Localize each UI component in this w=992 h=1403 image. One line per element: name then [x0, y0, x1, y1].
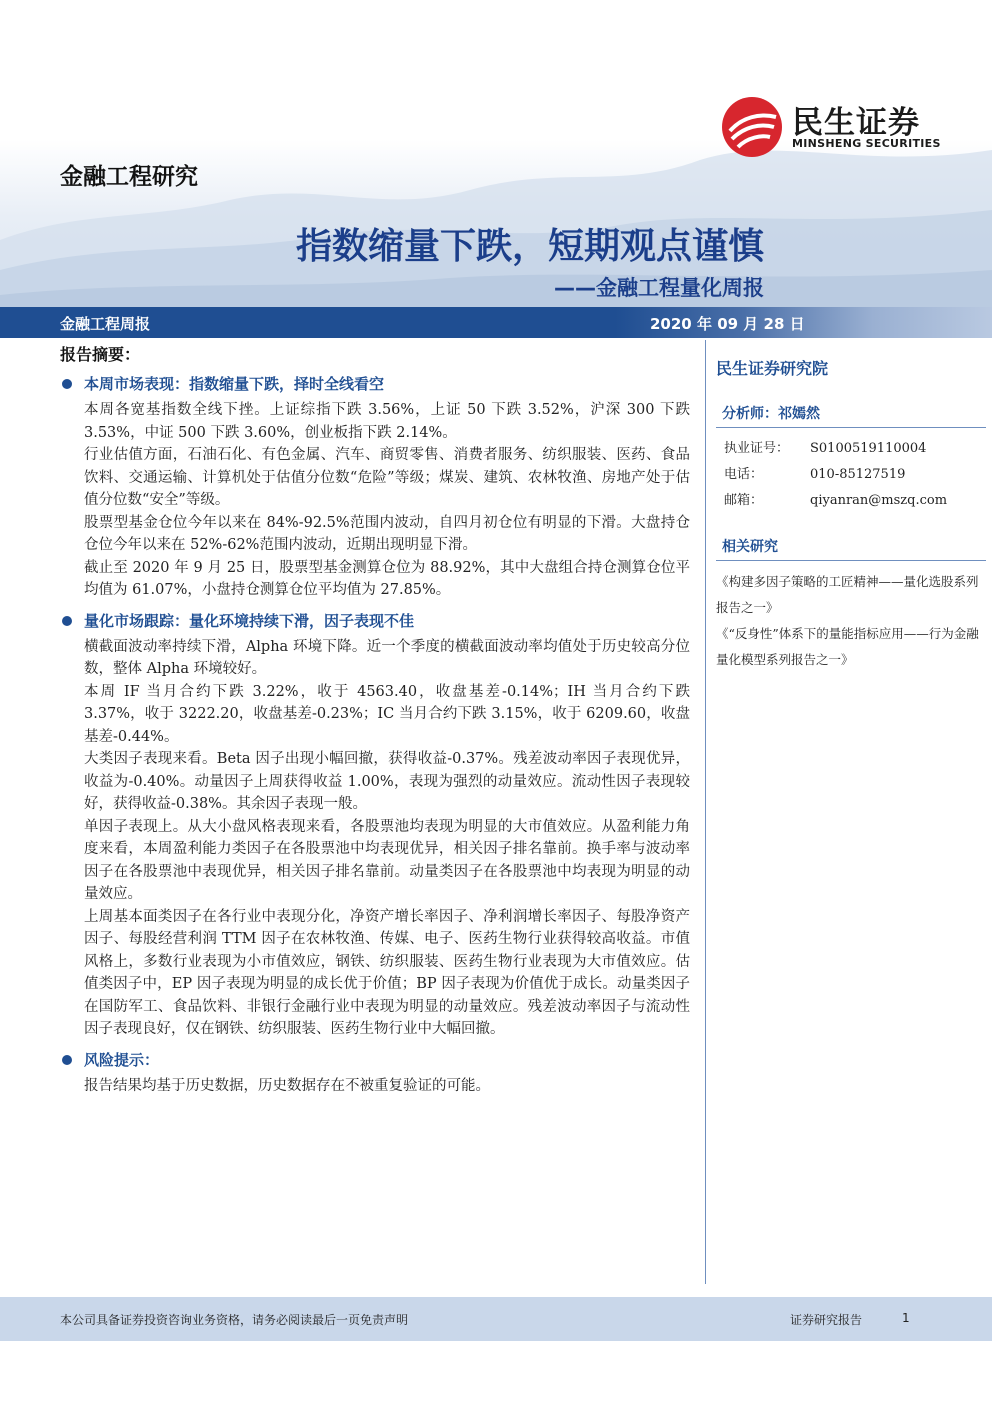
related-research-item[interactable]: 《“反身性”体系下的量能指标应用——行为金融量化模型系列报告之一》: [716, 626, 979, 667]
paragraph: 单因子表现上。从大小盘风格表现来看，各股票池均表现为明显的大市值效应。从盈利能力角度来看，本周盈利能力类因子在各股票池中均表现优异，相关因子排名靠前。换手率与波动率因子在各股票池中表现优异，相关因子排名靠前。动量类因子在各股票池中均表现为明显的动量效应。: [84, 818, 690, 902]
section-heading-text: 本周市场表现：指数缩量下跌，择时全线看空: [84, 375, 385, 393]
page-number: 1: [902, 1311, 910, 1325]
info-band: [0, 307, 992, 338]
bullet-icon: [62, 1055, 72, 1065]
paragraph: 本周各宽基指数全线下挫。上证综指下跌 3.56%，上证 50 下跌 3.52%，沪深 300 下跌 3.53%，中证 500 下跌 3.60%，创业板指下跌 2.14%。: [84, 402, 690, 441]
brand-name-en: MINSHENG SECURITIES: [792, 137, 941, 150]
paragraph: 股票型基金仓位今年以来在 84%-92.5%范围内波动，自四月初仓位有明显的下滑。大盘持仓仓位今年以来在 52%-62%范围内波动，近期出现明显下滑。: [84, 514, 690, 553]
contact-row: [716, 436, 986, 462]
section-heading-text: 风险提示：: [84, 1050, 160, 1069]
bullet-icon: [62, 379, 72, 389]
paragraph: 大类因子表现来看。Beta 因子出现小幅回撤，获得收益-0.37%。残差波动率因子表现优异，收益为-0.40%。动量因子上周获得收益 1.00%，表现为强烈的动量效应。流动性因子表现较好，获得收益-0.38%。其余因子表现一般。: [84, 751, 690, 812]
report-subtitle: ——金融工程量化周报: [554, 276, 764, 300]
related-research-item[interactable]: 《构建多因子策略的工匠精神——量化选股系列报告之一》: [716, 574, 979, 615]
footer-doc-type: 证券研究报告: [790, 1313, 863, 1327]
bullet-icon: [62, 616, 72, 626]
contact-label: 执业证号：: [724, 441, 790, 456]
paragraph: 本周 IF 当月合约下跌 3.22%，收于 4563.40，收盘基差-0.14%；IH 当月合约下跌 3.37%，收于 3222.20，收盘基差-0.23%；IC 当月合约下跌 3.15%，收于 6209.60，收盘基差-0.44%。: [84, 683, 690, 745]
summary-column: [60, 342, 690, 1097]
paragraph: 报告结果均基于历史数据，历史数据存在不被重复验证的可能。: [84, 1077, 490, 1094]
report-title: 指数缩量下跌，短期观点谨慎: [295, 226, 764, 267]
report-type: 金融工程周报: [60, 315, 151, 333]
section-heading-risk: [60, 1049, 690, 1071]
paragraph: 横截面波动率持续下滑，Alpha 环境下降。近一个季度的横截面波动率均值处于历史较高分位数，整体 Alpha 环境较好。: [84, 638, 690, 677]
column-divider: [705, 340, 706, 1284]
brand-name-cn: 民生证券: [792, 105, 920, 141]
contact-email[interactable]: qiyanran@mszq.com: [810, 493, 948, 508]
institute-name: 民生证券研究院: [716, 359, 829, 378]
contact-value: S0100519110004: [810, 441, 927, 456]
brand-logo: [720, 95, 960, 159]
contact-row: [716, 462, 986, 488]
report-date: 2020 年 09 月 28 日: [650, 315, 805, 333]
paragraph: 上周基本面类因子在各行业中表现分化，净资产增长率因子、净利润增长率因子、每股净资产因子、每股经营利润 TTM 因子在农林牧渔、传媒、电子、医药生物行业获得较高收益。市值风格上，多数行业表现为小市值效应，钢铁、纺织服装、医药生物行业表现为大市值效应。估值类因子中，EP 因子表现为明显的成长优于价值；BP 因子表现为价值优于成长。动量类因子在国防军工、食品饮料、非银行金融行业中表现为明显的动量效应。残差波动率因子与流动性因子表现良好，仅在钢铁、纺织服装、医药生物行业中大幅回撤。: [84, 908, 690, 1037]
sidebar: [716, 356, 986, 673]
summary-title: 报告摘要：: [60, 345, 141, 364]
contact-label: 电话：: [724, 467, 764, 482]
minsheng-logo-icon: [720, 95, 784, 159]
section-heading-text: 量化市场跟踪：量化环境持续下滑，因子表现不佳: [84, 611, 415, 630]
analyst-name: 分析师：祁嫣然: [716, 403, 986, 428]
paragraph: 截止至 2020 年 9 月 25 日，股票型基金测算仓位为 88.92%，其中大盘组合持仓测算仓位平均值为 61.07%，小盘持仓测算仓位平均值为 27.85%。: [84, 559, 690, 598]
section-heading-quant: [60, 610, 690, 632]
page-footer: [0, 1297, 992, 1341]
header-background: [0, 0, 992, 310]
contact-label: 邮箱：: [724, 493, 764, 508]
section-heading-market: [60, 373, 690, 395]
contact-value: 010-85127519: [810, 467, 906, 482]
paragraph: 行业估值方面，石油石化、有色金属、汽车、商贸零售、消费者服务、纺织服装、医药、食品饮料、交通运输、计算机处于估值分位数“危险”等级；煤炭、建筑、农林牧渔、房地产处于估值分位数“安全”等级。: [84, 447, 690, 508]
contact-row: [716, 488, 986, 514]
related-research-title: 相关研究: [716, 536, 986, 561]
report-category: 金融工程研究: [60, 164, 198, 190]
footer-disclaimer: 本公司具备证券投资咨询业务资格，请务必阅读最后一页免责声明: [60, 1313, 409, 1327]
